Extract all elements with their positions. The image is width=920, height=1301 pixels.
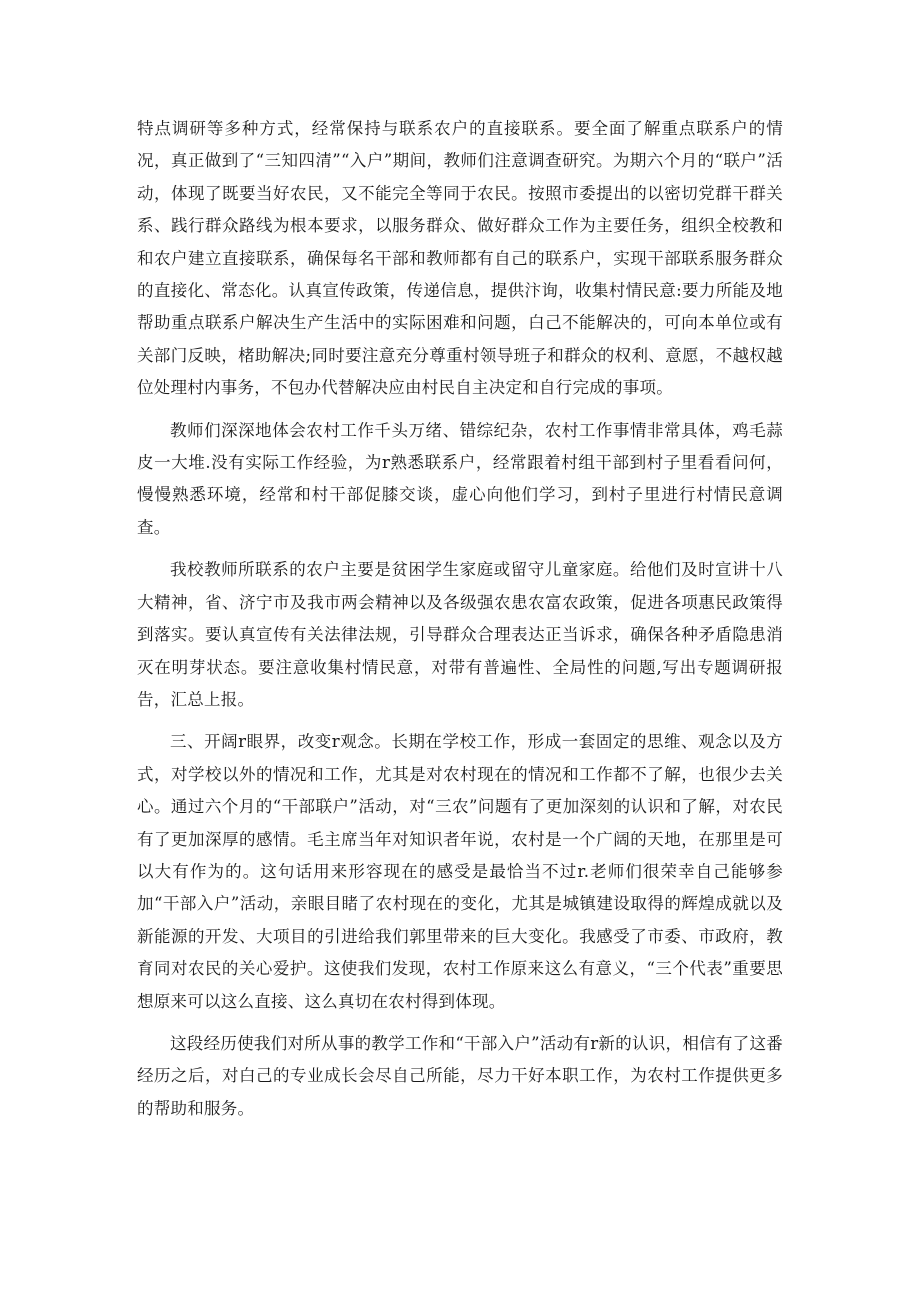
paragraph-4: 三、开阔r眼界，改变r观念。长期在学校工作，形成一套固定的思维、观念以及方式，对学校以外的情况和工作，尤其是对农村现在的情况和工作都不了解，也很少去关心。通过六个月的“干部联户”活动，对“三农”问题有了更加深刻的认识和了解，对农民有了更加深厚的感情。毛主席当年对知识者年说，农村是一个广阔的天地，在那里是可以大有作为的。这句话用来形容现在的感受是最恰当不过r.老师们很荣幸自己能够参加“干部入户”活动，亲眼目睹了农村现在的变化，尤其是城镇建设取得的辉煌成就以及新能源的开发、大项目的引进给我们郭里带来的巨大变化。我感受了市委、市政府，教育同对农民的关心爱护。这使我们发现，农村工作原来这么有意义，“三个代表”重要思想原来可以这么直接、这么真切在农村得到体现。 <box>137 732 783 1011</box>
paragraph-1: 特点调研等多种方式，经常保持与联系农户的直接联系。要全面了解重点联系户的情况，真正做到了“三知四清”“入户”期间，教师们注意调查研究。为期六个月的“联户”活动，体现了既要当好农民，又不能完全等同于农民。按照市委提出的以密切党群干群关系、践行群众路线为根本要求，以服务群众、做好群众工作为主要任务，组织全校教和和农户建立直接联系，确保每名干部和教师都有自己的联系户，实现干部联系服务群众的直接化、常态化。认真宣传政策，传递信息，提供汴询，收集村情民意:要力所能及地帮助重点联系户解决生产生活中的实际困难和问题，白己不能解决的，可向本单位或有关部门反映，楮助解决;同时要注意充分尊重村领导班子和群众的权利、意愿，不越权越位处理村内事务，不包办代替解决应由村民自主决定和自行完成的事项。 <box>137 119 783 398</box>
paragraph-2: 教师们深深地体会农村工作千头万绪、错综纪杂，农村工作事情非常具体，鸡毛蒜皮一大堆.没有实际工作经验，为r熟悉联系户，经常跟着村组干部到村子里看看问何，慢慢熟悉环境，经常和村干部促膝交谈，虚心向他们学习，到村子里进行村情民意调查。 <box>137 420 783 537</box>
paragraph-3: 我校教师所联系的农户主要是贫困学生家庭或留守儿童家庭。给他们及时宣讲十八大精神，省、济宁市及我市两会精神以及各级强农患农富农政策，促进各项惠民政策得到落实。要认真宣传有关法律法规，引导群众合理表达正当诉求，确保各种矛盾隐患消灭在明芽状态。要注意收集村情民意，对带有普遍性、全局性的问题,写出专题调研报告，汇总上报。 <box>137 560 783 709</box>
document-body <box>137 113 783 1125</box>
paragraph-5: 这段经历使我们对所从事的教学工作和“干部入户”活动有r新的认识，相信有了这番经历之后，对白己的专业成长会尽自己所能，尽力干好本职工作，为农村工作提供更多的帮助和服务。 <box>137 1033 783 1118</box>
